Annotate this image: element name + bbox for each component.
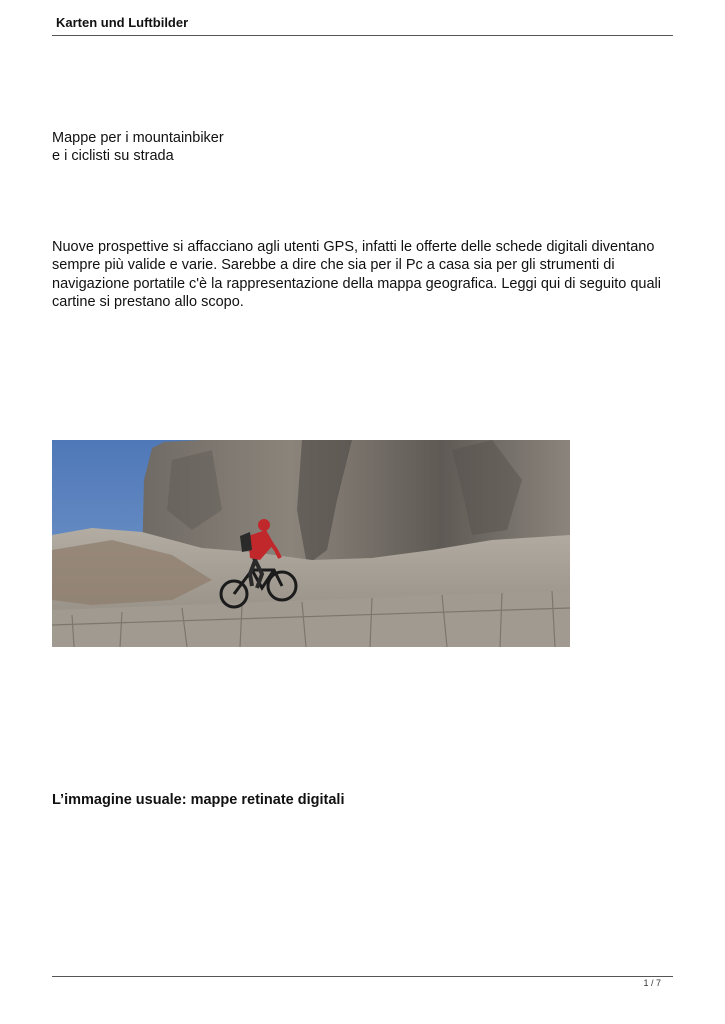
intro-paragraph: Nuove prospettive si affacciano agli utenti GPS, infatti le offerte delle schede digitali diventano sempre più valide e varie. Sarebbe a dire che sia per il Pc a casa sia per gli strumenti di navigazione portatile c'è la rappresentazione della mappa geografica. Leggi qui di seguito quali cartine si prestano allo scopo. xyxy=(52,239,661,311)
subtitle-line: e i ciclisti su strada xyxy=(52,148,174,164)
rider-helmet xyxy=(258,519,270,531)
article-subtitle xyxy=(52,129,224,165)
page-number: 1 / 7 xyxy=(643,978,661,988)
running-header-title: Karten und Luftbilder xyxy=(56,15,189,30)
footer-divider xyxy=(52,976,673,977)
header-divider xyxy=(52,35,673,36)
section-heading: L’immagine usuale: mappe retinate digitali xyxy=(52,792,345,808)
mountain-biker-photo xyxy=(52,440,570,647)
subtitle-line: Mappe per i mountainbiker xyxy=(52,130,224,146)
